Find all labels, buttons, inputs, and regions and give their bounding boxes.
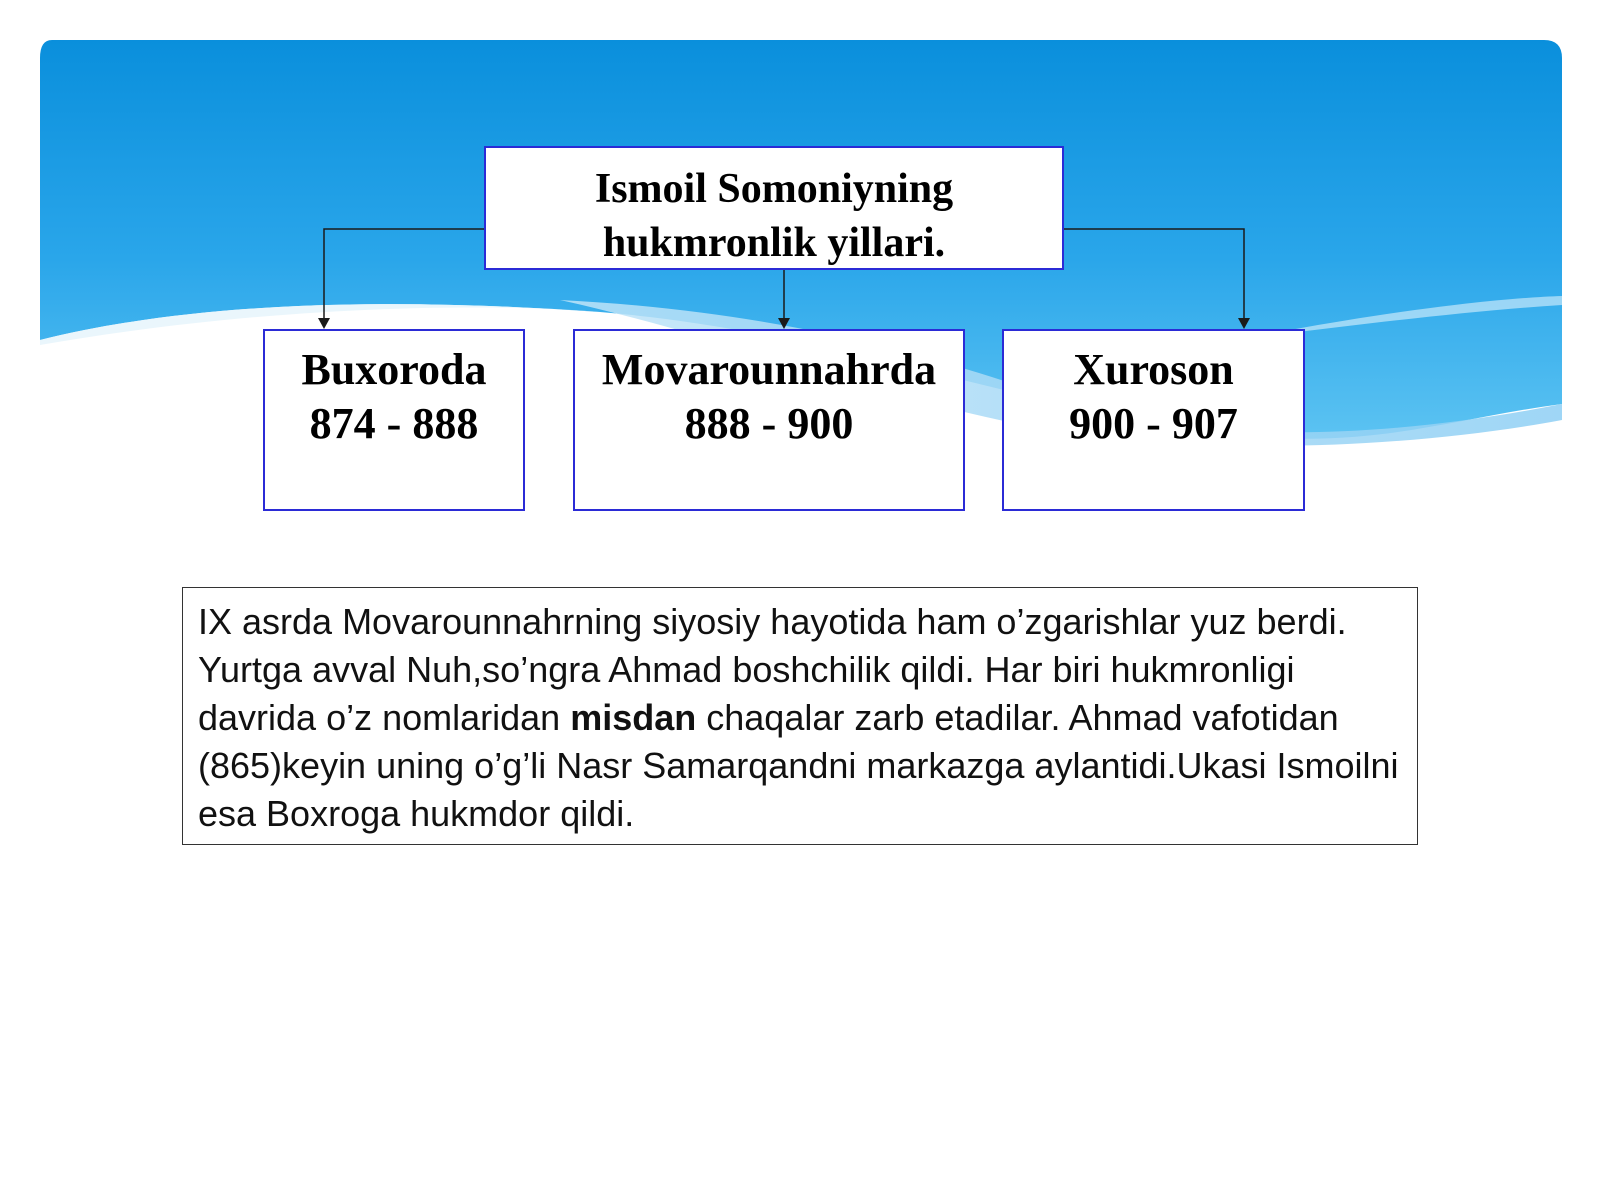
node-years: 888 - 900 (684, 399, 854, 448)
node-buxoro (263, 329, 525, 511)
paragraph-bold-word: misdan (570, 697, 697, 738)
description-paragraph (182, 587, 1418, 845)
node-xuroson (1002, 329, 1305, 511)
root-title-line-1: Ismoil Somoniyning (594, 166, 954, 212)
node-place: Buxoroda (301, 345, 487, 394)
root-node (484, 146, 1064, 270)
node-movarounnahr (573, 329, 965, 511)
node-years: 874 - 888 (309, 399, 479, 448)
paragraph-text-end: chaqalar zarb etadilar. Ahmad vafotidan (865)keyin uning o’g’li Nasr Samarqandni markazga aylantidi.Ukasi Ismoilni esa Boxroga hukmdor qildi. (198, 697, 1399, 834)
paragraph-text-start: IX asrda Movarounnahrning siyosiy hayotida ham o’zgarishlar yuz berdi. Yurtga avval Nuh,so’ngra Ahmad boshchilik qildi. Har biri hukmronligi davrida o’z nomlaridan (198, 601, 1347, 738)
node-years: 900 - 907 (1069, 399, 1238, 448)
node-place: Xuroson (1073, 345, 1234, 394)
node-place: Movarounnahrda (601, 345, 937, 394)
root-title-line-2: hukmronlik yillari. (602, 220, 946, 266)
